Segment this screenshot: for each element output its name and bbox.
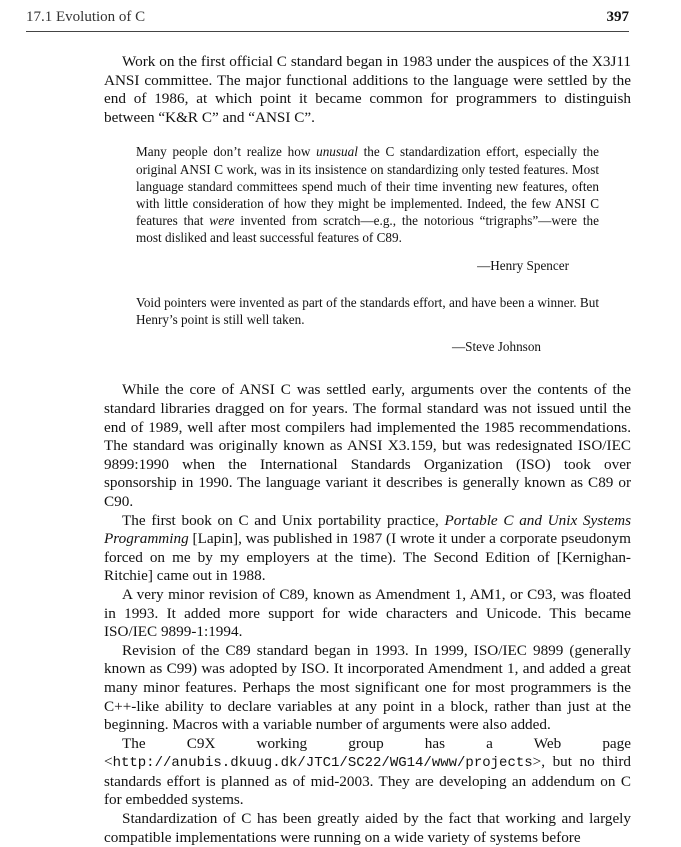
quote-steve-johnson: Void pointers were invented as part of the standards effort, and have been a winner. But Henry’s point is still well taken. (136, 294, 599, 327)
paragraph-2: While the core of ANSI C was settled early, arguments over the contents of the standard libraries dragged on for years. The formal standard was not issued until the end of 1989, well after most compilers had implemented the 1985 recommendations. The standard was originally known as ANSI X3.159, but was redesignated ISO/IEC 9899:1990 when the International Standards Organization (ISO) took over sponsorship in 1990. The language variant it describes is generally known as C89 or C90. (104, 381, 631, 510)
paragraph-3-end: [Lapin], was published in 1987 (I wrote it under a corporate pseudonym forced on me by my employers at the time). The Second Edition of [Kernighan-Ritchie] came out in 1988. (104, 530, 631, 585)
body-text (104, 53, 631, 847)
quote-1-end: invented from scratch—e.g., the notorious “trigraphs”—were the most disliked and least successful features of C89. (136, 213, 599, 246)
attribution-henry-spencer: —Henry Spencer (477, 257, 569, 273)
paragraph-3-start: The first book on C and Unix portability practice, (122, 511, 445, 529)
emphasis-were: were (209, 213, 235, 229)
emphasis-unusual: unusual (316, 144, 358, 160)
paragraph-5: Revision of the C89 standard began in 1993. In 1999, ISO/IEC 9899 (generally known as C99) was adopted by ISO. It incorporated Amendment 1, and added a great many minor features. Perhaps the most significant one for most programmers is the C++-like ability to declare variables at any point in a block, rather than just at the beginning. Macros with a variable number of arguments were also added. (104, 641, 631, 734)
paragraph-4: A very minor revision of C89, known as Amendment 1, AM1, or C93, was floated in 1993. It added more support for wide characters and Unicode. This became ISO/IEC 9899-1:1994. (104, 585, 631, 641)
page-number: 397 (606, 9, 629, 25)
epigraph-block (104, 143, 631, 355)
quote-1-start: Many people don’t realize how (136, 144, 317, 160)
paragraph-6 (104, 735, 631, 810)
paragraph-1: Work on the first official C standard began in 1983 under the auspices of the X3J11 ANSI committee. The major functional additions to the language were settled by the end of 1986, at which point it became common for programmers to distinguish between “K&R C” and “ANSI C”. (104, 53, 631, 126)
paragraph-7: Standardization of C has been greatly aided by the fact that working and largely compatible implementations were running on a wide variety of systems before (104, 810, 631, 846)
paragraph-3 (104, 512, 631, 586)
paragraph-6-start: The C9X working group has a Web page < (104, 734, 631, 771)
book-title: Portable C and Unix Systems Programming (104, 511, 631, 548)
attribution-steve-johnson: —Steve Johnson (451, 339, 541, 355)
quote-1-middle: the C standardization effort, especially the original ANSI C work, was in its insistence on standardizing only tested features. Most language standard committees spend much of their time inventing new features, often with little consideration of how they might be implemented. Indeed, the few ANSI C features that (136, 144, 599, 229)
paragraph-6-end: >, but no third standards effort is planned as of mid-2003. They are developing an addendum on C for embedded systems. (104, 753, 631, 809)
running-header (26, 9, 629, 32)
quote-henry-spencer (136, 143, 599, 246)
web-page-url[interactable]: http://anubis.dkuug.dk/JTC1/SC22/WG14/www/projects (112, 755, 533, 772)
section-title: 17.1 Evolution of C (26, 9, 146, 25)
